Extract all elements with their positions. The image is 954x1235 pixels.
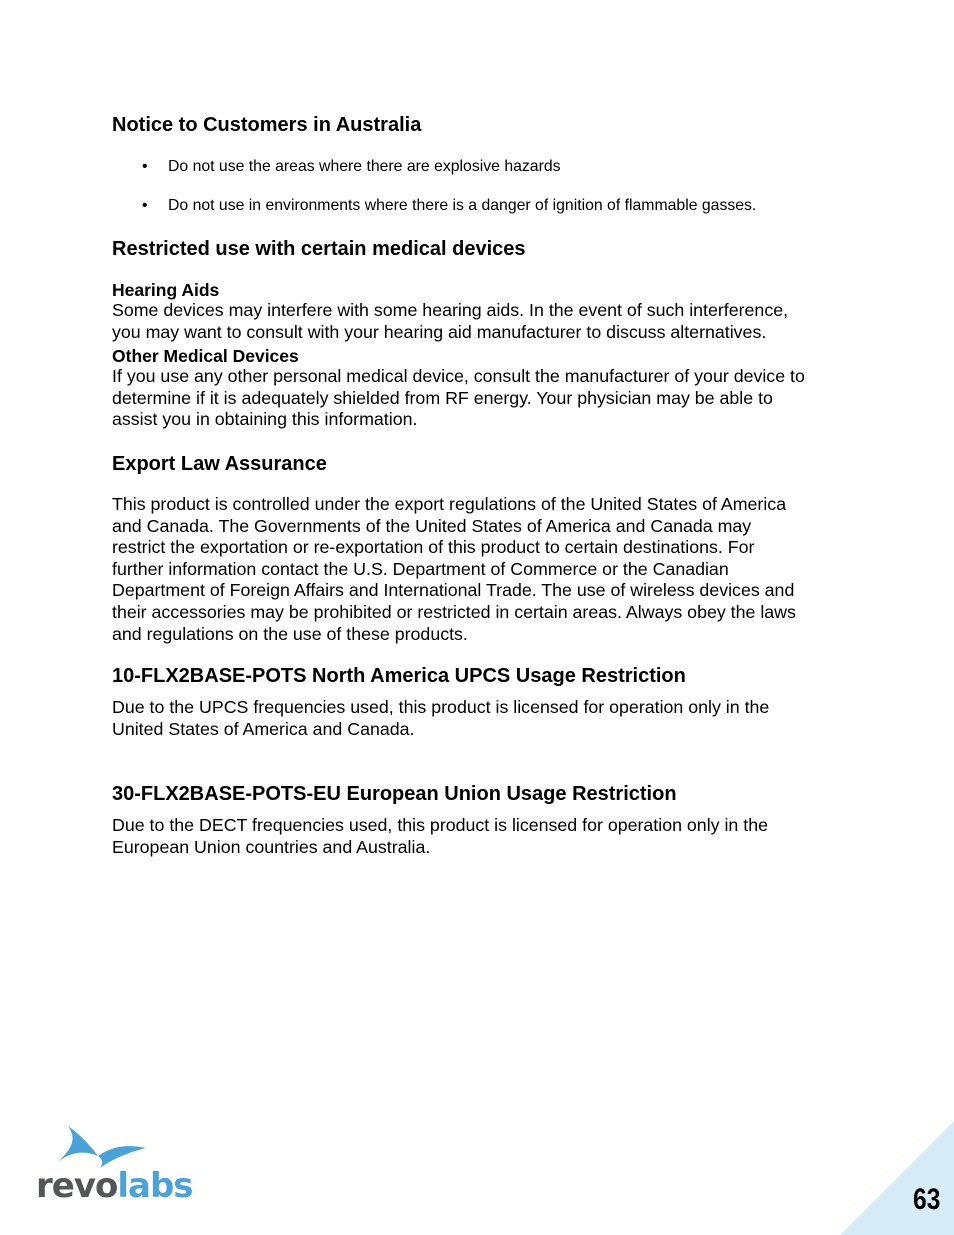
heading-upcs: 10-FLX2BASE-POTS North America UPCS Usage Restriction [112,665,686,687]
heading-medical: Restricted use with certain medical devices [112,238,526,260]
text-line: further information contact the U.S. Department of Commerce or the Canadian [112,558,729,579]
text-line: restrict the exportation or re-exportation of this product to certain destinations. For [112,537,755,558]
subheading-hearing-aids: Hearing Aids [112,280,220,300]
text-line: If you use any other personal medical device, consult the manufacturer of your device to [112,366,805,386]
shark-fin-icon [50,1122,150,1172]
bullet-item [142,196,756,216]
text-line: and Canada. The Governments of the United States of America and Canada may [112,515,752,536]
heading-export: Export Law Assurance [112,453,327,475]
bullet-icon: • [142,158,148,175]
bullet-text: Do not use the areas where there are explosive hazards [168,158,561,175]
heading-eu: 30-FLX2BASE-POTS-EU European Union Usage Restriction [112,783,677,805]
text-line: Due to the DECT frequencies used, this product is licensed for operation only in the [112,815,768,835]
subheading-other-medical: Other Medical Devices [112,346,299,366]
text-line: Department of Foreign Affairs and International Trade. The use of wireless devices and [112,580,795,601]
logo-text-labs: labs [117,1166,193,1206]
logo-text-revo: revo [36,1166,118,1206]
revolabs-logo [36,1122,193,1212]
text-line: European Union countries and Australia. [112,836,431,857]
logo-wordmark [36,1166,193,1206]
paragraph-eu [112,815,852,858]
paragraph-upcs [112,697,852,740]
text-line: Some devices may interfere with some hearing aids. In the event of such interference, [112,300,789,320]
page-corner-triangle [840,1121,954,1235]
heading-australia: Notice to Customers in Australia [112,114,422,136]
paragraph-hearing-aids [112,300,852,343]
paragraph-export [112,494,852,645]
bullet-text: Do not use in environments where there is a danger of ignition of flammable gasses. [168,197,757,214]
text-line: Due to the UPCS frequencies used, this product is licensed for operation only in the [112,697,770,717]
bullet-icon: • [142,197,148,214]
text-line: and regulations on the use of these products. [112,623,468,644]
text-line: This product is controlled under the export regulations of the United States of America [112,494,787,514]
page-number: 63 [912,1183,940,1216]
text-line: assist you in obtaining this information. [112,409,418,430]
text-line: you may want to consult with your hearing aid manufacturer to discuss alternatives. [112,321,767,342]
text-line: United States of America and Canada. [112,718,415,739]
paragraph-other-medical [112,366,852,431]
text-line: their accessories may be prohibited or restricted in certain areas. Always obey the laws [112,601,796,622]
text-line: determine if it is adequately shielded from RF energy. Your physician may be able to [112,387,773,408]
bullet-item [142,157,561,177]
